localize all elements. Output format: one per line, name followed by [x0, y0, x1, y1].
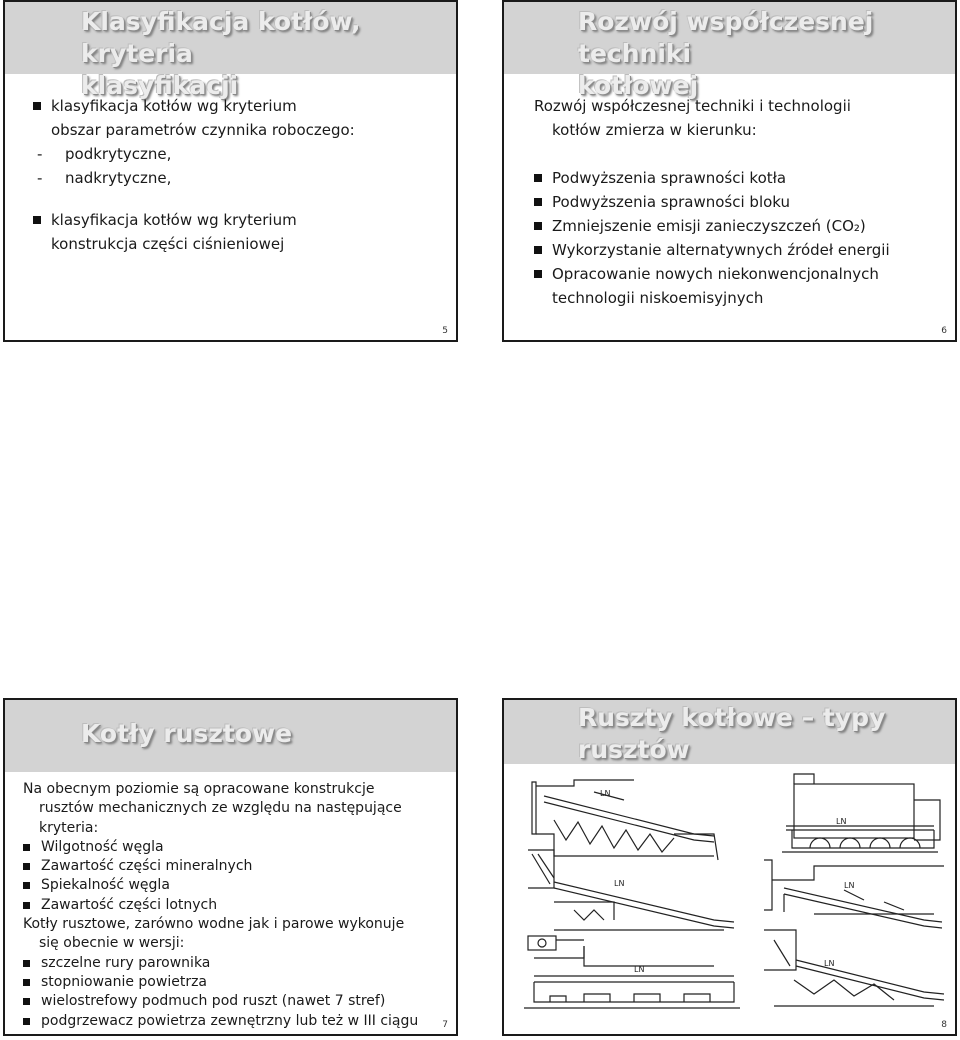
- grate-drawing-1: [532, 780, 718, 860]
- square-bullet-icon: [23, 979, 30, 986]
- grate-drawing-5: [524, 936, 740, 1008]
- slide-6-title-line-2: kotłowej: [578, 71, 699, 100]
- item-text: technologii niskoemisyjnych: [552, 289, 764, 307]
- criterion-text: Wilgotność węgla: [41, 838, 164, 855]
- slide-7-intro-line: Na obecnym poziomie są opracowane konstrukcje: [23, 781, 375, 797]
- dash-bullet-icon: -: [37, 169, 43, 187]
- slide-6-item-5: [534, 262, 954, 310]
- slide-6-item-4: [534, 238, 954, 262]
- dash-bullet-icon: -: [37, 145, 43, 163]
- bullet-text-line: konstrukcja części ciśnieniowej: [51, 235, 285, 253]
- slide-7-body: [23, 780, 455, 1031]
- slide-5-bullet-1: [33, 94, 453, 142]
- slide-6-intro-line: kotłów zmierza w kierunku:: [552, 121, 757, 139]
- slide-8-title-line-1: Ruszty kotłowe – typy: [578, 703, 886, 732]
- grate-label-3: LN: [614, 879, 625, 888]
- slide-7-mid-line: Kotły rusztowe, zarówno wodne jak i parowe wykonuje: [23, 916, 405, 933]
- slide-6: [502, 0, 957, 342]
- bullet-text-line: klasyfikacja kotłów wg kryterium: [51, 211, 297, 229]
- square-bullet-icon: [534, 174, 542, 182]
- bullet-text-line: obszar parametrów czynnika roboczego:: [51, 121, 355, 139]
- item-text: Opracowanie nowych niekonwencjonalnych: [552, 265, 879, 283]
- slide-6-title-bar: [504, 2, 955, 100]
- grate-label-4: LN: [844, 881, 855, 890]
- slide-8-title-line-2: rusztów: [578, 735, 690, 764]
- slide-6-item-1: [534, 166, 954, 190]
- grate-drawing-2: [782, 774, 940, 852]
- slide-8-title-bar: [504, 700, 955, 764]
- version-text: szczelne rury parownika: [41, 954, 211, 971]
- slide-6-page-number: 6: [941, 326, 947, 336]
- slide-6-body: [534, 94, 954, 310]
- square-bullet-icon: [23, 863, 30, 870]
- slide-5-dash-item-1: [37, 142, 453, 166]
- grate-label-6: LN: [824, 959, 835, 968]
- square-bullet-icon: [23, 1018, 30, 1025]
- square-bullet-icon: [23, 960, 30, 967]
- grate-drawing-3: [528, 850, 734, 930]
- dash-item-text: podkrytyczne,: [65, 145, 172, 163]
- criterion-text: Zawartość części mineralnych: [41, 858, 253, 875]
- slide-5-body: [33, 94, 453, 256]
- slide-7-version-1: [23, 954, 455, 973]
- square-bullet-icon: [534, 246, 542, 254]
- dash-item-text: nadkrytyczne,: [65, 169, 172, 187]
- version-text: wielostrefowy podmuch pod ruszt (nawet 7 stref): [41, 993, 386, 1010]
- version-text: podgrzewacz powietrza zewnętrzny lub też w III ciągu: [41, 1012, 419, 1029]
- slide-7-intro-line: kryteria:: [39, 819, 99, 836]
- slide-6-item-3: [534, 214, 954, 238]
- slide-5-title-bar: [5, 2, 456, 100]
- slide-5: [3, 0, 458, 342]
- slide-6-intro-line: Rozwój współczesnej techniki i technologii: [534, 97, 851, 115]
- slide-7-page-number: 7: [442, 1020, 448, 1030]
- square-bullet-icon: [534, 270, 542, 278]
- slide-5-dash-item-2: [37, 166, 453, 190]
- grate-label-2: LN: [836, 817, 847, 826]
- slide-7-intro-line: rusztów mechanicznych ze względu na następujące: [39, 800, 402, 817]
- criterion-text: Zawartość części lotnych: [41, 896, 218, 913]
- grate-drawing-6: [764, 930, 944, 1006]
- item-text: Zmniejszenie emisji zanieczyszczeń (CO₂): [552, 217, 866, 235]
- slide-7-criterion-4: [23, 896, 455, 915]
- slide-5-title-line-2: klasyfikacji: [81, 71, 239, 100]
- item-text: Podwyższenia sprawności kotła: [552, 169, 787, 187]
- slide-7-title-line-1: Kotły rusztowe: [81, 719, 293, 748]
- slide-7-title-bar: [5, 700, 456, 772]
- slide-5-page-number: 5: [442, 326, 448, 336]
- slide-7-version-2: [23, 973, 455, 992]
- grate-label-5: LN: [634, 965, 645, 974]
- slide-6-title-line-1: Rozwój współczesnej techniki: [578, 7, 874, 68]
- item-text: Podwyższenia sprawności bloku: [552, 193, 791, 211]
- square-bullet-icon: [23, 844, 30, 851]
- slide-7-mid-line: się obecnie w wersji:: [39, 935, 185, 952]
- slide-5-bullet-2: [33, 208, 453, 256]
- square-bullet-icon: [33, 102, 41, 110]
- slide-6-item-2: [534, 190, 954, 214]
- slide-7-criterion-3: [23, 876, 455, 895]
- slide-5-title-line-1: Klasyfikacja kotłów, kryteria: [81, 7, 361, 68]
- slide-7-version-4: [23, 1012, 455, 1031]
- grate-drawing-4: [764, 860, 944, 928]
- slide-8: [502, 698, 957, 1036]
- slide-7-criterion-1: [23, 838, 455, 857]
- square-bullet-icon: [33, 216, 41, 224]
- slide-7-criterion-2: [23, 857, 455, 876]
- bullet-text-line: klasyfikacja kotłów wg kryterium: [51, 97, 297, 115]
- slide-7-version-3: [23, 992, 455, 1011]
- square-bullet-icon: [534, 222, 542, 230]
- square-bullet-icon: [23, 902, 30, 909]
- slide-7: [3, 698, 458, 1036]
- slide-8-page-number: 8: [941, 1020, 947, 1030]
- grate-types-drawings: [514, 770, 946, 1028]
- grate-label-1: LN: [600, 789, 611, 798]
- criterion-text: Spiekalność węgla: [41, 877, 170, 894]
- item-text: Wykorzystanie alternatywnych źródeł energii: [552, 241, 890, 259]
- square-bullet-icon: [23, 882, 30, 889]
- square-bullet-icon: [534, 198, 542, 206]
- version-text: stopniowanie powietrza: [41, 973, 207, 990]
- square-bullet-icon: [23, 998, 30, 1005]
